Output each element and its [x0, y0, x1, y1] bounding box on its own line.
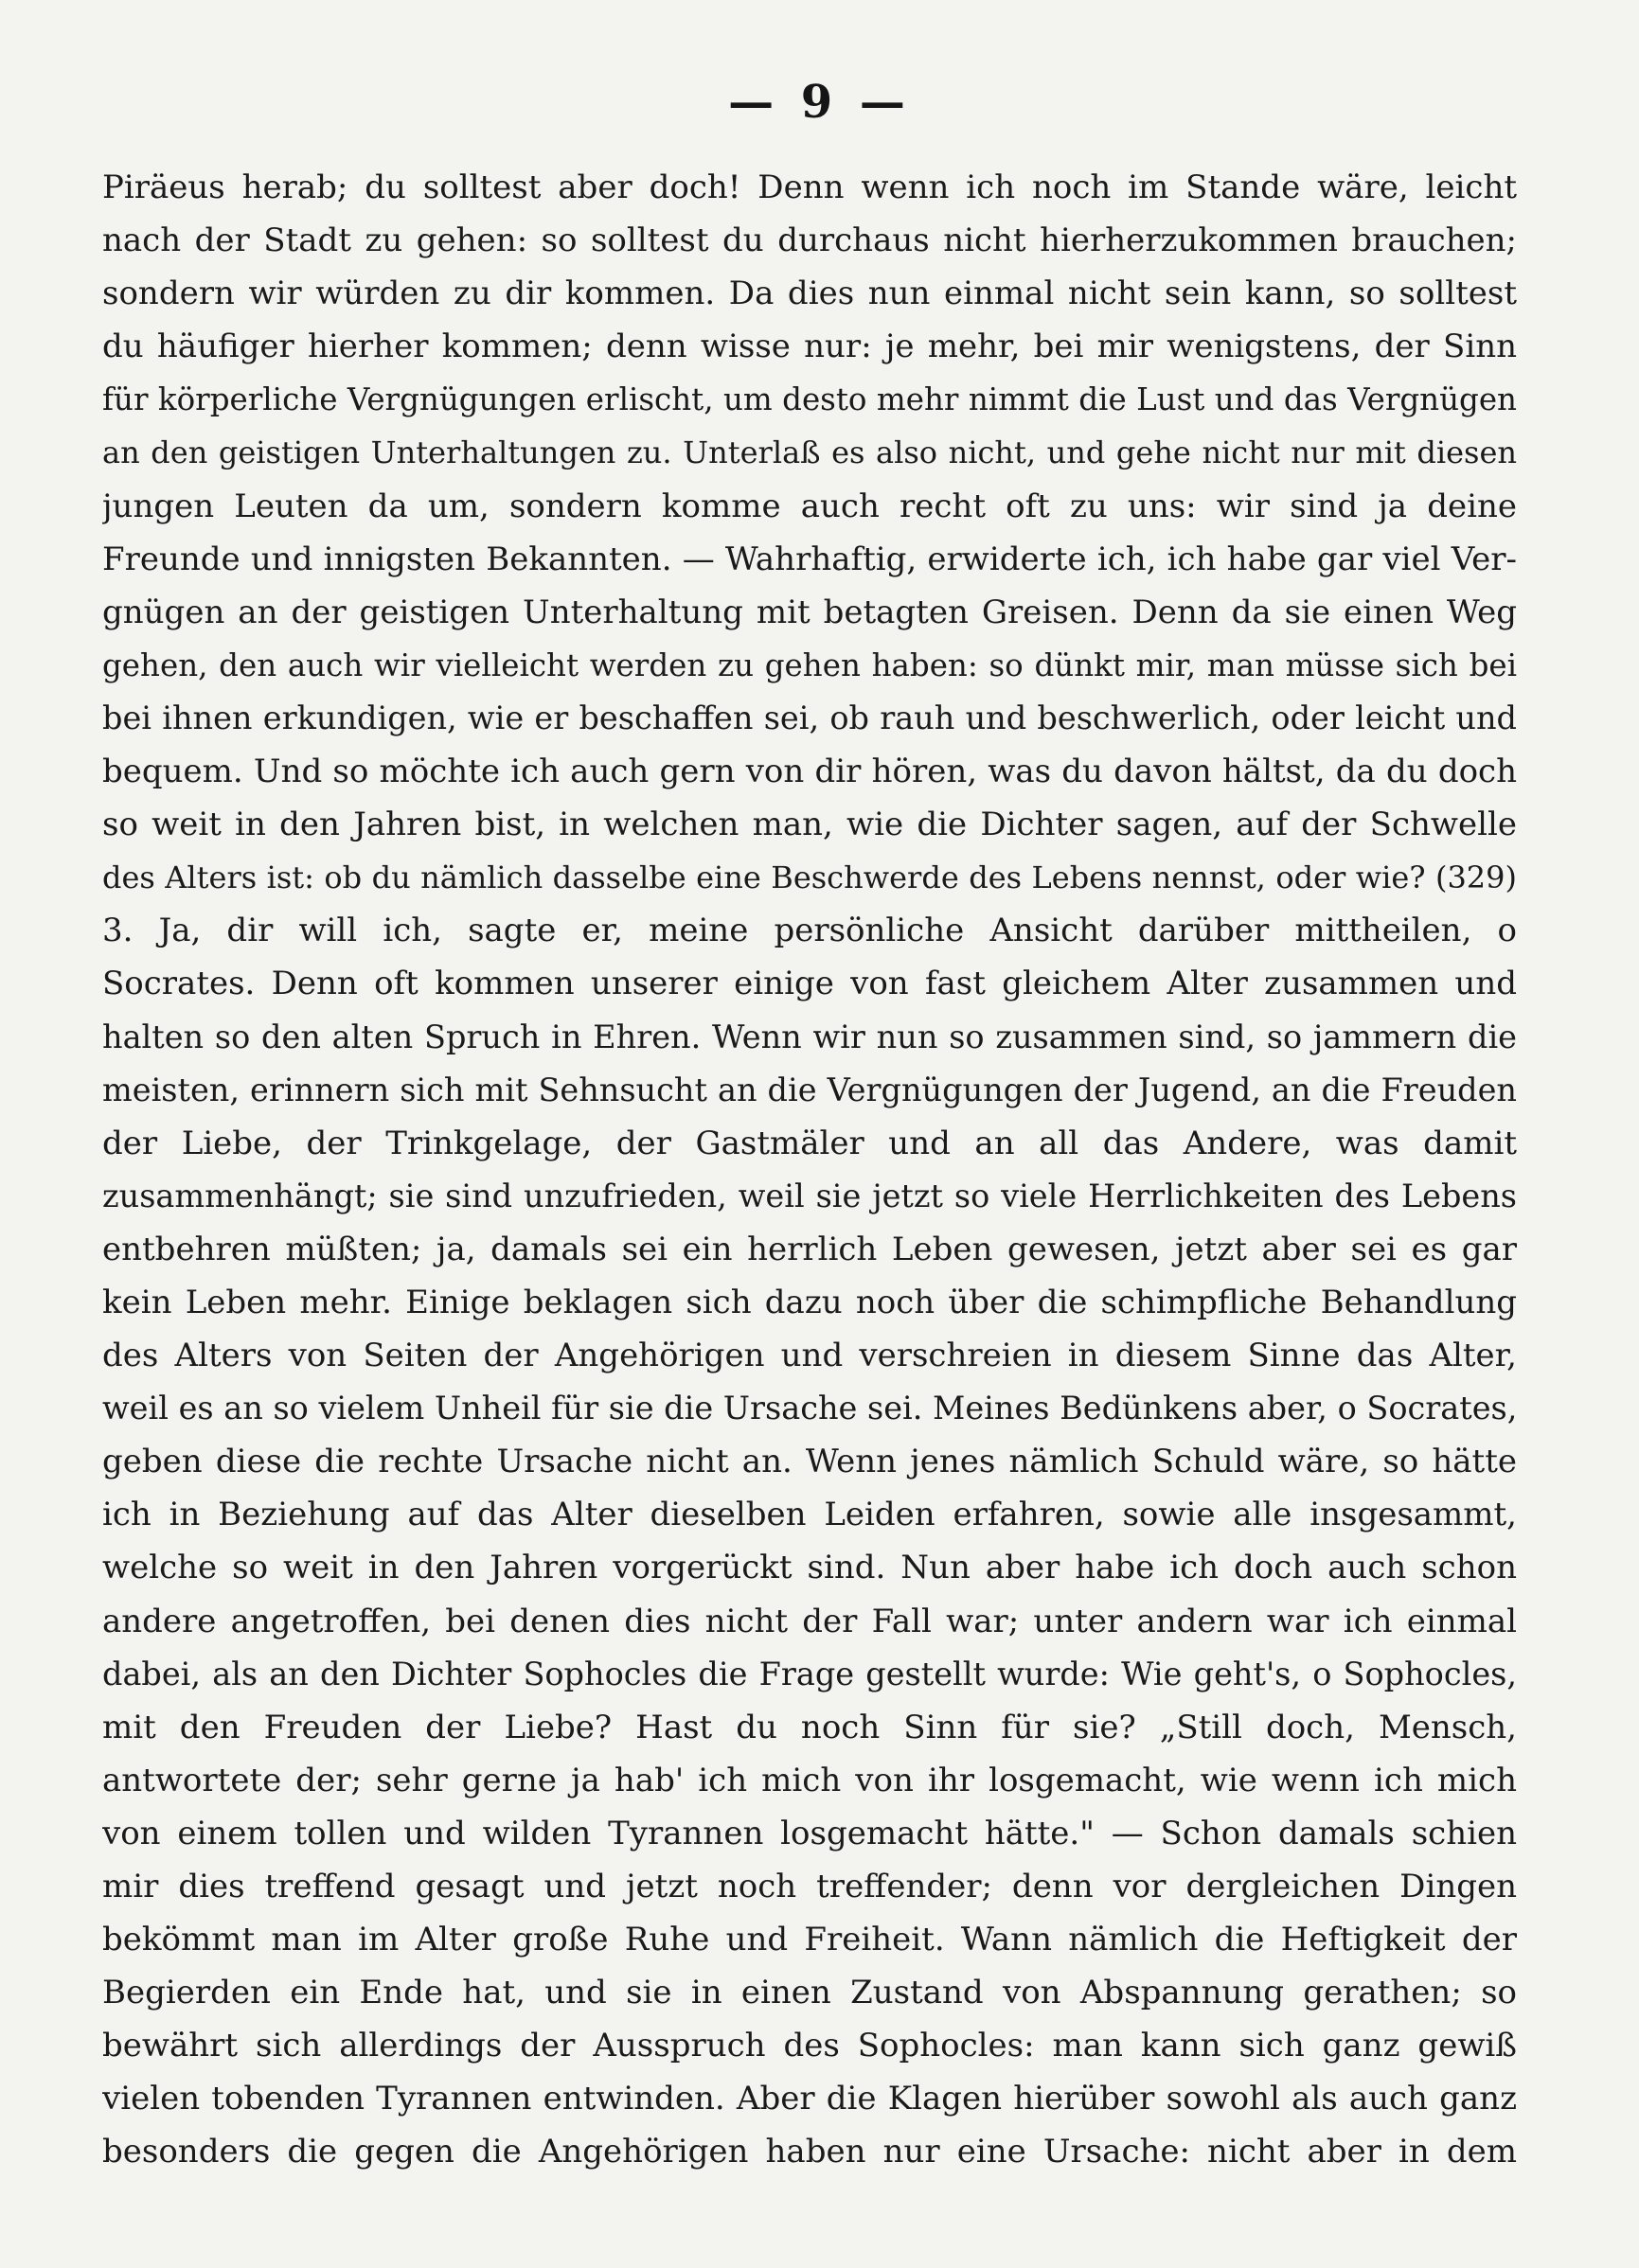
text-line: Socrates. Denn oft kommen unserer einige von fast gleichem Alter zusammen und: [102, 965, 1517, 1003]
text-line: kein Leben mehr. Einige beklagen sich dazu noch über die schimpfliche Behandlung: [102, 1283, 1517, 1321]
text-line: Freunde und innigsten Bekannten. — Wahrhaftig, erwiderte ich, ich habe gar viel Ver-: [102, 540, 1517, 578]
text-line: des Alters ist: ob du nämlich dasselbe eine Beschwerde des Lebens nennst, oder wie? (329): [102, 859, 1517, 896]
text-line: jungen Leuten da um, sondern komme auch recht oft zu uns: wir sind ja deine: [102, 487, 1517, 525]
text-line: antwortete der; sehr gerne ja hab' ich mich von ihr losgemacht, wie wenn ich mich: [102, 1761, 1517, 1799]
body-text: [102, 161, 1517, 2179]
text-line: nach der Stadt zu gehen: so solltest du durchaus nicht hierherzukommen brauchen;: [102, 221, 1517, 260]
text-line: bei ihnen erkundigen, wie er beschaffen sei, ob rauh und beschwerlich, oder leicht und: [102, 699, 1517, 736]
page-number: — 9 —: [728, 76, 911, 129]
text-line: für körperliche Vergnügungen erlischt, um desto mehr nimmt die Lust und das Vergnügen: [102, 381, 1517, 418]
text-line: Piräeus herab; du solltest aber doch! Denn wenn ich noch im Stande wäre, leicht: [102, 168, 1517, 206]
text-line: weil es an so vielem Unheil für sie die Ursache sei. Meines Bedünkens aber, o Socrates,: [102, 1390, 1517, 1427]
text-line: von einem tollen und wilden Tyrannen losgemacht hätte." — Schon damals schien: [102, 1814, 1517, 1852]
text-line: geben diese die rechte Ursache nicht an. Wenn jenes nämlich Schuld wäre, so hätte: [102, 1443, 1517, 1481]
text-line: bekömmt man im Alter große Ruhe und Freiheit. Wann nämlich die Heftigkeit der: [102, 1921, 1517, 1959]
text-line: meisten, erinnern sich mit Sehnsucht an die Vergnügungen der Jugend, an die Freuden: [102, 1071, 1517, 1108]
text-line: ich in Beziehung auf das Alter dieselben Leiden erfahren, sowie alle insgesammt,: [102, 1496, 1517, 1534]
text-line: entbehren müßten; ja, damals sei ein herrlich Leben gewesen, jetzt aber sei es gar: [102, 1230, 1517, 1268]
text-line: bewährt sich allerdings der Ausspruch des Sophocles: man kann sich ganz gewiß: [102, 2027, 1517, 2065]
text-line: mir dies treffend gesagt und jetzt noch treffender; denn vor dergleichen Dingen: [102, 1868, 1517, 1905]
text-line: dabei, als an den Dichter Sophocles die Frage gestellt wurde: Wie geht's, o Sophocles,: [102, 1655, 1517, 1692]
text-line: vielen tobenden Tyrannen entwinden. Aber die Klagen hierüber sowohl als auch ganz: [102, 2080, 1517, 2118]
text-line: des Alters von Seiten der Angehörigen und verschreien in diesem Sinne das Alter,: [102, 1337, 1517, 1375]
text-line: andere angetroffen, bei denen dies nicht der Fall war; unter andern war ich einmal: [102, 1602, 1517, 1640]
text-line: sondern wir würden zu dir kommen. Da dies nun einmal nicht sein kann, so solltest: [102, 275, 1517, 313]
text-line: halten so den alten Spruch in Ehren. Wenn wir nun so zusammen sind, so jammern die: [102, 1018, 1517, 1055]
text-line: der Liebe, der Trinkgelage, der Gastmäler und an all das Andere, was damit: [102, 1124, 1517, 1162]
text-line: Begierden ein Ende hat, und sie in einen Zustand von Abspannung gerathen; so: [102, 1974, 1517, 2012]
text-line: gnügen an der geistigen Unterhaltung mit betagten Greisen. Denn da sie einen Weg: [102, 593, 1517, 631]
text-line: an den geistigen Unterhaltungen zu. Unterlaß es also nicht, und gehe nicht nur mit diesen: [102, 434, 1517, 471]
text-line: besonders die gegen die Angehörigen haben nur eine Ursache: nicht aber in dem: [102, 2133, 1517, 2171]
text-line: welche so weit in den Jahren vorgerückt sind. Nun aber habe ich doch auch schon: [102, 1549, 1517, 1587]
text-line: gehen, den auch wir vielleicht werden zu gehen haben: so dünkt mir, man müsse sich bei: [102, 647, 1517, 683]
text-line: bequem. Und so möchte ich auch gern von dir hören, was du davon hältst, da du doch: [102, 753, 1517, 791]
text-line: zusammenhängt; sie sind unzufrieden, weil sie jetzt so viele Herrlichkeiten des Lebens: [102, 1177, 1517, 1214]
text-line: du häufiger hierher kommen; denn wisse nur: je mehr, bei mir wenigstens, der Sinn: [102, 328, 1517, 366]
text-line: 3. Ja, dir will ich, sagte er, meine persönliche Ansicht darüber mittheilen, o: [102, 912, 1517, 950]
text-line: so weit in den Jahren bist, in welchen man, wie die Dichter sagen, auf der Schwelle: [102, 806, 1517, 844]
text-line: mit den Freuden der Liebe? Hast du noch Sinn für sie? „Still doch, Mensch,: [102, 1708, 1517, 1746]
